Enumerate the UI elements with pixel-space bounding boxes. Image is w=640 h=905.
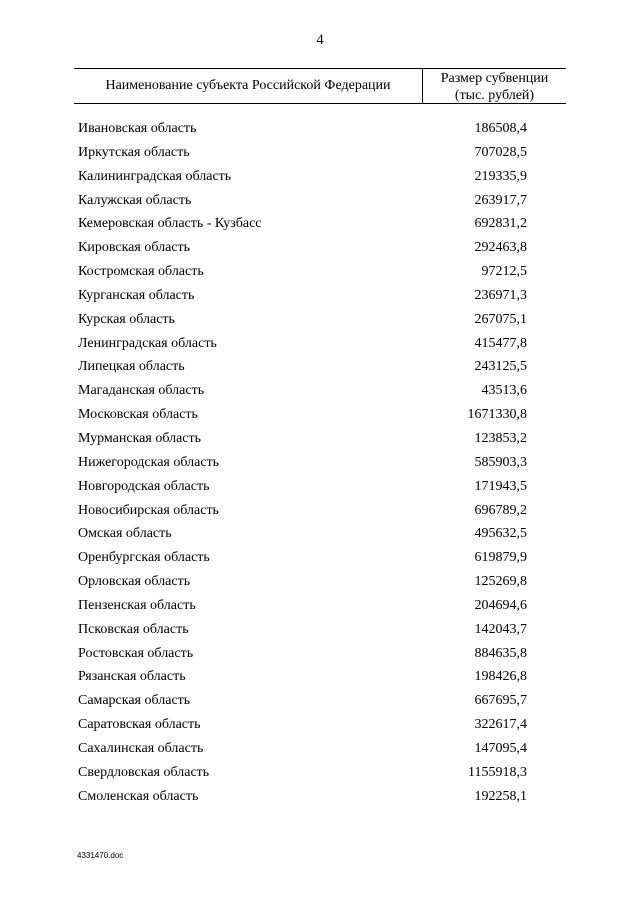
subject-name-cell: Курганская область (78, 287, 195, 303)
table-row (0, 717, 640, 741)
subvention-amount-cell: 219335,9 (474, 168, 527, 184)
table-row (0, 598, 640, 622)
table-row (0, 503, 640, 527)
table-row (0, 550, 640, 574)
subject-name-cell: Липецкая область (78, 359, 185, 375)
subvention-amount-cell: 585903,3 (474, 454, 527, 470)
subvention-amount-cell: 97212,5 (481, 264, 527, 280)
subvention-amount-cell: 243125,5 (474, 359, 527, 375)
subvention-amount-cell: 236971,3 (474, 287, 527, 303)
subject-name-cell: Рязанская область (78, 669, 186, 685)
table-row (0, 145, 640, 169)
subject-name-cell: Самарская область (78, 693, 191, 709)
subject-name-cell: Сахалинская область (78, 740, 204, 756)
subject-name-cell: Ивановская область (78, 121, 197, 136)
table-row (0, 693, 640, 717)
subvention-amount-cell: 192258,1 (474, 788, 527, 804)
table-row (0, 741, 640, 765)
subject-name-cell: Пензенская область (78, 597, 196, 613)
table-row (0, 288, 640, 312)
subject-name-cell: Оренбургская область (78, 550, 210, 566)
subject-name-cell: Московская область (78, 407, 198, 423)
subject-name-cell: Омская область (78, 526, 172, 542)
subvention-amount-cell: 707028,5 (474, 144, 527, 160)
table-row (0, 121, 640, 145)
table-row (0, 312, 640, 336)
subvention-amount-cell: 292463,8 (474, 240, 527, 256)
table-row (0, 407, 640, 431)
subvention-amount-cell: 884635,8 (474, 645, 527, 661)
column-header-amount-title: Размер субвенции (440, 71, 549, 86)
table-row (0, 669, 640, 693)
subject-name-cell: Магаданская область (78, 383, 205, 399)
table-row (0, 359, 640, 383)
subject-name-cell: Смоленская область (78, 788, 199, 804)
table-row (0, 169, 640, 193)
subvention-amount-cell: 692831,2 (474, 216, 527, 232)
subject-name-cell: Саратовская область (78, 717, 201, 733)
subvention-amount-cell: 263917,7 (474, 192, 527, 208)
table-row (0, 193, 640, 217)
subject-name-cell: Кировская область (78, 240, 191, 256)
subject-name-cell: Свердловская область (78, 764, 210, 780)
subvention-amount-cell: 495632,5 (474, 526, 527, 542)
subvention-amount-cell: 322617,4 (474, 717, 527, 733)
subvention-amount-cell: 186508,4 (474, 121, 527, 136)
table-row (0, 765, 640, 789)
subject-name-cell: Мурманская область (78, 430, 202, 446)
subject-name-cell: Калининградская область (78, 168, 232, 184)
table-row (0, 526, 640, 550)
subvention-amount-cell: 123853,2 (474, 430, 527, 446)
subvention-amount-cell: 619879,9 (474, 550, 527, 566)
table-header-top-rule (74, 68, 566, 69)
subvention-amount-cell: 696789,2 (474, 502, 527, 518)
column-header-subject-name: Наименование субъекта Российской Федерации (105, 78, 391, 93)
subject-name-cell: Кемеровская область - Кузбасс (78, 216, 262, 232)
subject-name-cell: Курская область (78, 311, 175, 327)
subject-name-cell: Иркутская область (78, 144, 190, 160)
table-row (0, 336, 640, 360)
subvention-amount-cell: 1671330,8 (467, 407, 527, 423)
table-row (0, 216, 640, 240)
subvention-amount-cell: 415477,8 (474, 335, 527, 351)
subject-name-cell: Нижегородская область (78, 454, 220, 470)
document-code: 4331470.doc (77, 851, 124, 860)
subject-name-cell: Псковская область (78, 621, 189, 637)
subject-name-cell: Калужская область (78, 192, 192, 208)
table-row (0, 240, 640, 264)
table-row (0, 479, 640, 503)
table-row (0, 455, 640, 479)
subvention-amount-cell: 147095,4 (474, 740, 527, 756)
table-row (0, 789, 640, 813)
table-row (0, 431, 640, 455)
subvention-amount-cell: 204694,6 (474, 597, 527, 613)
subvention-amount-cell: 198426,8 (474, 669, 527, 685)
subvention-amount-cell: 267075,1 (474, 311, 527, 327)
subvention-amount-cell: 43513,6 (481, 383, 527, 399)
table-row (0, 574, 640, 598)
subvention-amount-cell: 667695,7 (474, 693, 527, 709)
table-row (0, 622, 640, 646)
subject-name-cell: Ленинградская область (78, 335, 217, 351)
table-row (0, 383, 640, 407)
table-body (0, 121, 640, 812)
subvention-amount-cell: 125269,8 (474, 574, 527, 590)
subvention-amount-cell: 171943,5 (474, 478, 527, 494)
column-header-amount-unit: (тыс. рублей) (454, 88, 535, 103)
subject-name-cell: Новгородская область (78, 478, 210, 494)
subject-name-cell: Орловская область (78, 574, 191, 590)
table-row (0, 264, 640, 288)
subject-name-cell: Новосибирская область (78, 502, 219, 518)
subject-name-cell: Костромская область (78, 264, 204, 280)
table-row (0, 646, 640, 670)
page-number: 4 (316, 32, 324, 48)
subject-name-cell: Ростовская область (78, 645, 194, 661)
subvention-amount-cell: 1155918,3 (468, 764, 527, 780)
subvention-amount-cell: 142043,7 (474, 621, 527, 637)
column-header-subvention-amount (423, 70, 566, 104)
